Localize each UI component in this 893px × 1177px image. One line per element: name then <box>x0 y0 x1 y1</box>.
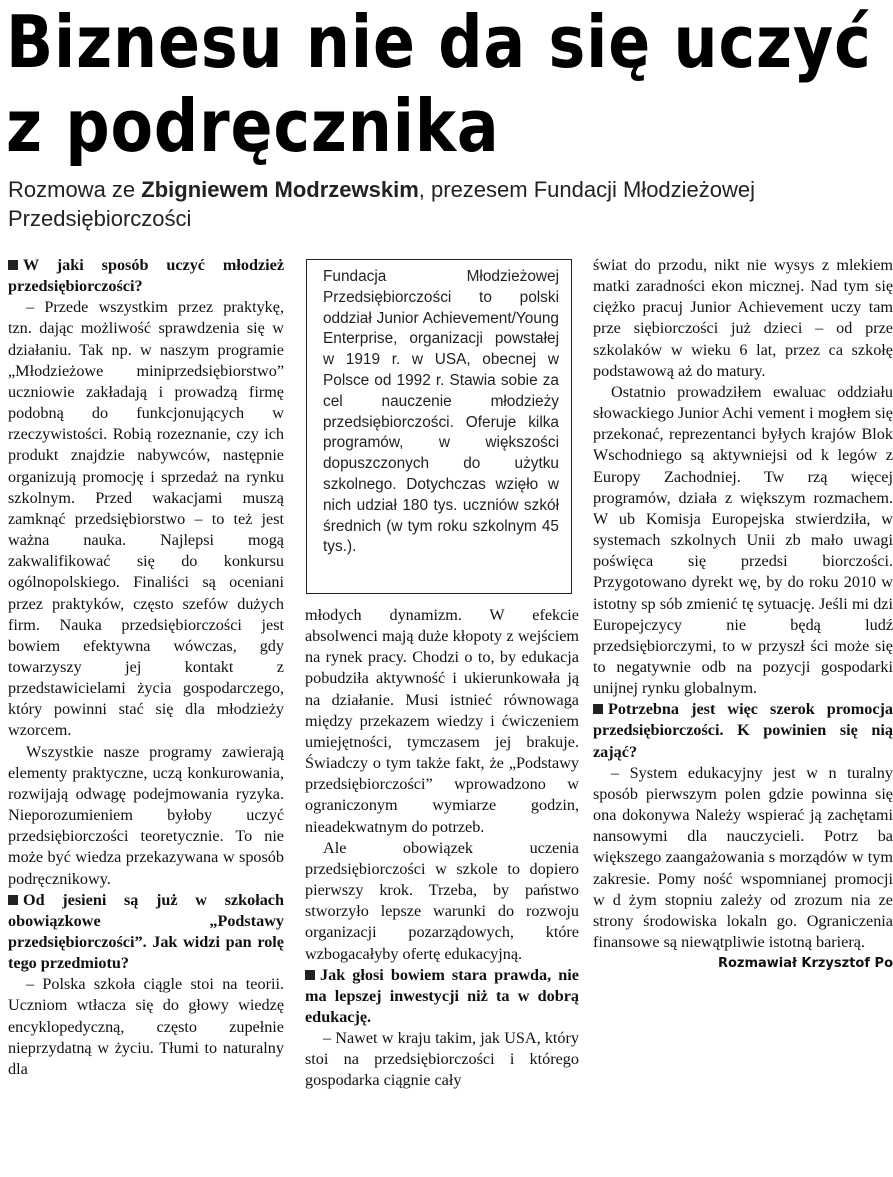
question-2 <box>8 890 284 975</box>
square-bullet-icon <box>305 970 315 980</box>
subtitle <box>8 175 808 233</box>
answer-1: – Przede wszystkim przez praktykę, tzn. dając możliwość sprawdzenia się w działaniu. Tak np. w naszym programie „Młodzieżowe miniprzedsiębiorstwo” uczniowie zakładają i prowadzą firmę podobną do funkcjonujących w rzeczywistości. Robią rozeznanie, czy ich produkt znajdzie nabywców, następnie organizują promocję i sprzedaż na rynku szkolnym. Przed wakacjami muszą zamknąć przedsiębiorstwo – to też jest ważna nauka. Najlepsi mogą zakwalifikować się do konkursu ogólnopolskiego. Finaliści są oceniani przez praktyków, często szefów dużych firm. Nauka przedsiębiorczości jest bowiem efektywna wówczas, gdy towarzyszy jej kontakt z przedstawicielami życia gospodarczego, który powinni stać się dla młodzieży wzorcem. <box>8 298 284 740</box>
square-bullet-icon <box>593 704 603 714</box>
column-2 <box>305 605 579 1092</box>
answer-2: – Polska szkoła ciągle stoi na teorii. Uczniom wtłacza się do głowy wiedzę encyklopedyczną, często zupełnie nieprzydatną w życiu. Tłumi to naturalny dla <box>8 975 284 1078</box>
column-1 <box>8 255 284 1080</box>
paragraph-evaluation: Ostatnio prowadziłem ewaluac oddziału słowackiego Junior Achi vement i mogłem się przekonać, reprezentanci byłych krajów Blok Wschodniego są aktywniejsi od k legów z Europy Zachodniej. Tw rzą więcej programów, działa z większym rozmachem. W ub Komisja Europejska stwierdziła, w systemach szkolnych Unii zb mało uwagi poświęca się przedsi biorczości. Przygotowano dyrekt wę, by do roku 2010 w istotny sp sób zmienić tę sytuację. Jeśli mi dzi Europejczycy nie będą ludź przedsiębiorczymi, to w przyszł ści może się to negatywnie odb na pozycji gospodarki unijnej rynku globalnym. <box>593 382 893 698</box>
answer-2-continued: młodych dynamizm. W efekcie absolwenci mają duże kłopoty z wejściem na rynek pracy. Chodzi o to, by edukacja pobudziła aktywność i ukierunkowała ją na działanie. Musi istnieć równowaga między przekazem wiedzy i ćwiczeniem umiejętności, tymczasem jej brakuje. Świadczy o tym także fakt, że „Podstawy przedsiębiorczości” wprowadzono w ograniczonym wymiarze godzin, nieadekwatnym do potrzeb. <box>305 606 579 836</box>
headline <box>6 0 872 168</box>
subtitle-role: , prezesem Fundacji Młodzieżowej Przedsiębiorczości <box>8 177 756 231</box>
square-bullet-icon <box>8 895 18 905</box>
headline-line-2: z podręcznika <box>6 84 500 168</box>
headline-line-1: Biznesu nie da się uczyć <box>6 0 872 84</box>
info-box: Fundacja Młodzieżowej Przedsiębiorczości to polski oddział Junior Achievement/Young Enterprise, organizacji powstałej w 1919 r. w USA, obecnej w Polsce od 1992 r. Stawia sobie za cel nauczenie młodzieży przedsiębiorczości. Oferuje kilka programów, w większości dopuszczonych do użytku szkolnego. Dotychczas wzięło w nich udział 180 tys. uczniów szkół średnich (w tym roku szkolnym 45 tys.). <box>306 259 572 594</box>
question-3-text: Jak głosi bowiem stara prawda, nie ma lepszej inwestycji niż ta w dobrą edukację. <box>305 965 579 1026</box>
question-1 <box>8 255 284 297</box>
square-bullet-icon <box>8 260 18 270</box>
answer-1-continued: Wszystkie nasze programy zawierają elementy praktyczne, uczą konkurowania, rozwijają odwagę podejmowania ryzyka. Nieporozumieniem byłoby uczyć przedsiębiorczości teoretycznie. To nie może być wiedza przekazywana w sposób podręcznikowy. <box>8 742 284 888</box>
question-4-text: Potrzebna jest więc szerok promocja przedsiębiorczości. K powinien się nią zająć? <box>593 700 893 761</box>
answer-3: – Nawet w kraju takim, jak USA, który stoi na przedsiębiorczości i którego gospodarka ciągnie cały <box>305 1029 579 1090</box>
column-3 <box>593 255 893 974</box>
paragraph-ngo: Ale obowiązek uczenia przedsiębiorczości w szkole to dopiero pierwszy krok. Trzeba, by państwo stworzyło lepsze warunki do rozwoju organizacji pozarządowych, które wzbogacałyby ofertę edukacyjną. <box>305 838 579 963</box>
question-3 <box>305 965 579 1028</box>
byline: Rozmawiał Krzysztof Po <box>717 956 893 972</box>
question-2-text: Od jesieni są już w szkołach obowiązkowe „Podstawy przedsiębiorczości”. Jak widzi pan rolę tego przedmiotu? <box>8 890 284 973</box>
answer-4: – System edukacyjny jest w n turalny sposób pierwszym polen gdzie powinna się ona dokonywa Należy wspierać ją zachętami nansowymi dla nauczycieli. Potrz ba większego zaangażowania s morządów w tym zakresie. Pomy ność wspomnianej promocji w d żym stopniu zależy od zrozum nia ze strony środowiska lokaln go. Ograniczenia finansowe są niewątpliwie istotną barierą. <box>593 763 893 951</box>
question-4 <box>593 699 893 762</box>
question-1-text: W jaki sposób uczyć młodzież przedsiębiorczości? <box>8 256 284 296</box>
subtitle-intro: Rozmowa ze <box>8 177 142 202</box>
answer-3-continued: świat do przodu, nikt nie wysys z mlekiem matki zaradności ekon micznej. Nad tym się ciężko pracuj Junior Achievement uczy tam prze siębiorczości już dzieci – od prze szkolaków w wieku 6 lat, przez ca szkołę podstawową aż do matury. <box>593 256 893 380</box>
subtitle-interviewee: Zbigniewem Modrzewskim <box>141 177 419 202</box>
